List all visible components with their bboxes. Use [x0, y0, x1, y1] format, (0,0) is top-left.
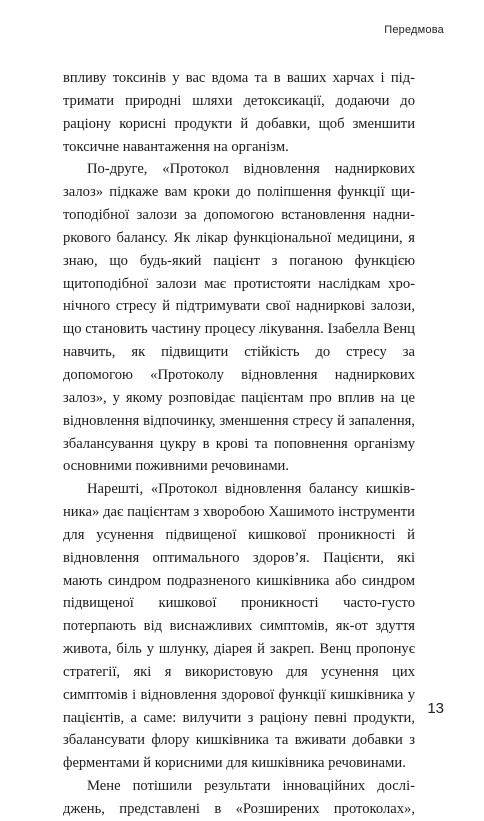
paragraph-4: Мене потішили результати інноваційних досліджень, представлені в «Розширених протоколах»,: [63, 778, 415, 817]
running-header: Передмова: [384, 24, 444, 36]
page-number: 13: [427, 700, 444, 717]
paragraph-2: По-друге, «Протокол відновлення надниркових залоз» підкаже вам кроки до поліпшення функції щитоподібної залози за допомогою встановлення надниркового балансу. Як лікар функціональної медицини, я знаю, що будь-який пацієнт з поганою функцією щитоподібної залози має протистояти наслідкам хронічного стресу й підтримувати свої надниркові залози, що становить частину процесу лікування. Ізабелла Венц навчить, як підвищити стійкість до стресу за допомогою «Протоколу відновлення надниркових залоз», у якому розповідає пацієнтам про вплив на це відновлення відпочинку, зменшення стресу й запалення, збалансування цукру в крові та поповнення організму основними поживними речовинами.: [63, 161, 415, 475]
paragraph-1: впливу токсинів у вас вдома та в ваших харчах і підтримати природні шляхи детоксикації, додаючи до раціону корисні продукти й добавки, щоб зменшити токсичне навантаження на організм.: [63, 70, 415, 155]
paragraph-3: Нарешті, «Протокол відновлення балансу кишківника» дає пацієнтам з хворобою Хашимото інструменти для усунення підвищеної кишкової проникності й відновлення оптимального здоров’я. Пацієнти, які мають синдром подразненого кишківника або синдром підвищеної кишкової проникності часто-густо потерпають від виснажливих симптомів, як-от здуття живота, біль у шлунку, діарея й закреп. Венц пропонує стратегії, які я використовую для усунення цих симптомів і відновлення здорової функції кишківника у пацієнтів, а саме: вилучити з раціону певні продукти, збалансувати флору кишківника та вживати добавки з ферментами й корисними для кишківника речовинами.: [63, 481, 415, 772]
page-body: [63, 67, 415, 821]
